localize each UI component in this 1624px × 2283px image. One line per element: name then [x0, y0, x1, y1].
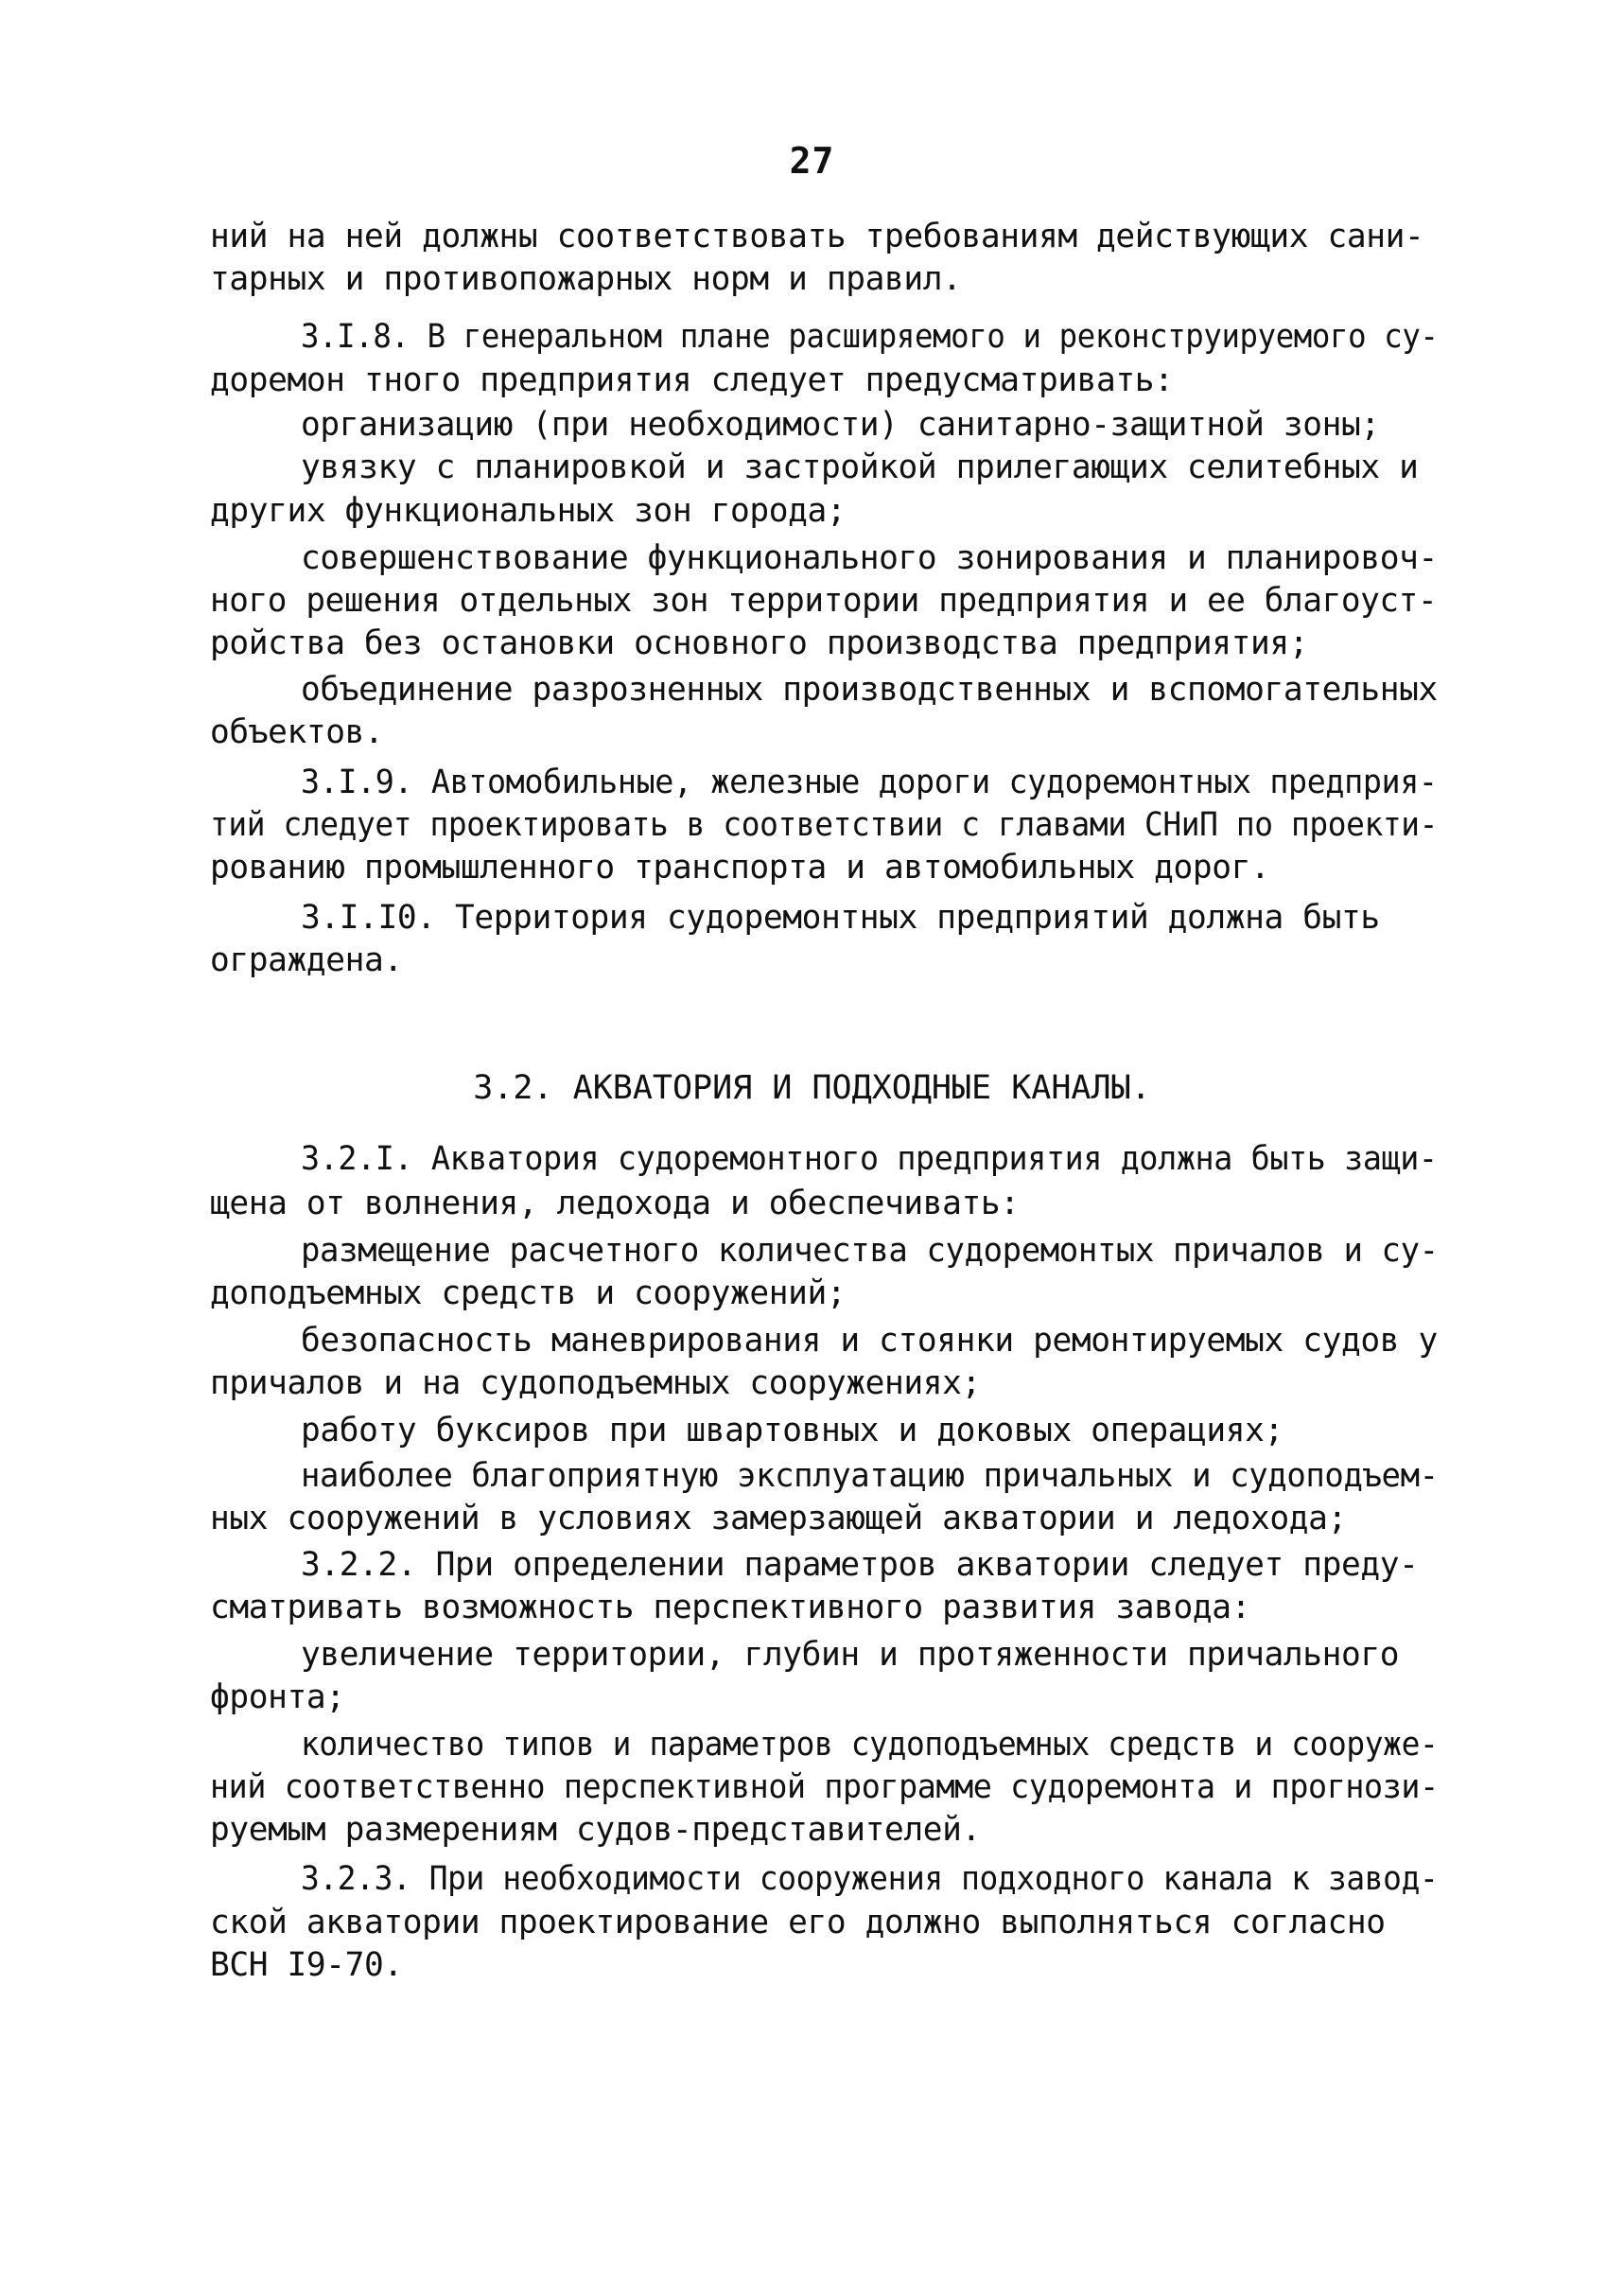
- section-heading: 3.2. АКВАТОРИЯ И ПОДХОДНЫЕ КАНАЛЫ.: [473, 1069, 1151, 1107]
- text-line: сматривать возможность перспективного развития завода:: [210, 1589, 1251, 1626]
- text-line: ных сооружений в условиях замерзающей акватории и ледохода;: [210, 1500, 1347, 1537]
- text-line: доподъемных средств и сооружений;: [210, 1274, 847, 1312]
- text-line: 3.I.9. Автомобильные, железные дороги судоремонтных предприя-: [301, 764, 1438, 801]
- text-line: ройства без остановки основного производства предприятия;: [210, 624, 1309, 662]
- text-line: ний соответственно перспективной программе судоремонта и прогнози-: [210, 1768, 1439, 1806]
- text-line: ВСН I9-70.: [210, 1946, 403, 1984]
- text-line: ограждена.: [210, 941, 403, 979]
- text-line: объединение разрозненных производственных и вспомогательных: [301, 671, 1438, 709]
- text-line: руемым размерениям судов-представителей.: [210, 1811, 981, 1849]
- text-line: работу буксиров при швартовных и доковых операциях;: [301, 1412, 1283, 1449]
- text-line: 3.2.3. При необходимости сооружения подходного канала к завод-: [301, 1860, 1439, 1898]
- text-line: 3.I.8. В генеральном плане расширяемого и реконструируемого су-: [301, 318, 1439, 356]
- text-line: безопасность маневрирования и стоянки ремонтируемых судов у: [301, 1322, 1438, 1360]
- text-line: увязку с планировкой и застройкой прилегающих селитебных и: [301, 448, 1419, 486]
- text-line: размещение расчетного количества судоремонтых причалов и су-: [301, 1232, 1439, 1270]
- text-line: количество типов и параметров судоподъемных средств и сооруже-: [301, 1726, 1439, 1764]
- text-line: объектов.: [210, 713, 384, 751]
- text-line: других функциональных зон города;: [210, 492, 847, 530]
- text-line: тарных и противопожарных норм и правил.: [210, 260, 962, 298]
- text-line: рованию промышленного транспорта и автомобильных дорог.: [210, 849, 1270, 887]
- text-line: ного решения отдельных зон территории предприятия и ее благоуст-: [210, 582, 1438, 620]
- text-line: организацию (при необходимости) санитарно-защитной зоны;: [301, 406, 1380, 444]
- text-line: ской акватории проектирование его должно выполняться согласно: [210, 1904, 1386, 1941]
- text-line: фронта;: [210, 1678, 345, 1716]
- text-line: наиболее благоприятную эксплуатацию причальных и судоподъем-: [301, 1457, 1439, 1495]
- text-line: 3.2.2. При определении параметров акватории следует преду-: [301, 1546, 1419, 1584]
- text-line: совершенствование функционального зонирования и планировоч-: [301, 539, 1438, 577]
- text-line: щена от волнения, ледохода и обеспечивать:: [210, 1185, 1020, 1222]
- text-line: 3.I.I0. Территория судоремонтных предприятий должна быть: [301, 899, 1380, 937]
- text-line: причалов и на судоподъемных сооружениях;: [210, 1364, 981, 1402]
- text-line: ний на ней должны соответствовать требованиям действующих сани-: [210, 218, 1424, 255]
- text-line: увеличение территории, глубин и протяженности причального: [301, 1636, 1400, 1674]
- text-line: тий следует проектировать в соответствии с главами СНиП по проекти-: [210, 806, 1438, 844]
- page-number: 27: [789, 140, 835, 182]
- text-line: 3.2.I. Акватория судоремонтного предприятия должна быть защи-: [301, 1140, 1438, 1178]
- text-line: доремон тного предприятия следует предусматривать:: [210, 361, 1174, 399]
